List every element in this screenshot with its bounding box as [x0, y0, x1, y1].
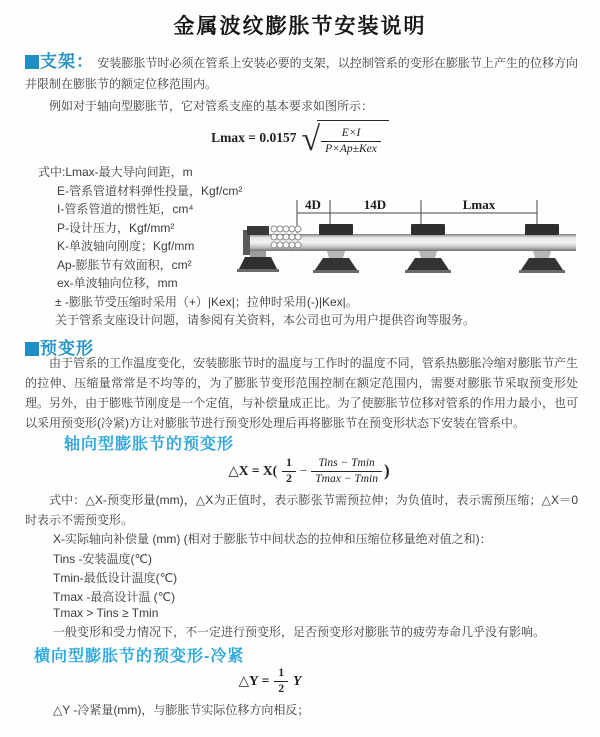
definition-line: Tmax -最高设计温 (℃) [53, 590, 176, 604]
definition-line: Tmin-最低设计温度(℃) [53, 571, 178, 585]
lmax-formula-denominator: P×Ap±Kex [321, 141, 381, 156]
definition-line: E-管系管道材料弹性投量，Kgf/cm² [57, 183, 243, 198]
half-denominator: 2 [282, 471, 296, 486]
lmax-formula [0, 118, 600, 158]
lmax-formula-radicand [317, 120, 389, 156]
dim-label-4d: 4D [305, 197, 321, 212]
definition-line: 式中:Lmax-最大导向间距，m [38, 165, 193, 179]
definition-line: K-单波轴向刚度；Kgf/mm [57, 239, 195, 253]
support-example-line: 例如对于轴向型膨胀节，它对管系支座的基本要求如图所示： [49, 99, 374, 113]
lmax-formula-fraction [321, 126, 381, 156]
temperature-denominator: Tmax − Tmin [311, 471, 382, 486]
lmax-formula-lhs: Lmax = 0.0157 [211, 130, 297, 145]
definition-line: 一般变形和受力情况下，不一定进行预变形，足否预变形对膨胀节的疲劳寿命几乎没有影响。 [53, 625, 546, 639]
page-title: 金属波纹膨胀节安装说明 [173, 15, 427, 38]
axial-subsection-heading: 轴向型膨胀节的预变形 [64, 436, 235, 453]
half-numerator: 1 [286, 457, 292, 470]
square-root-icon: √ [301, 121, 321, 158]
lateral-formula [0, 666, 540, 696]
lateral-formula-rhs: Y [293, 673, 302, 688]
definition-line: ± -膨胀节受压缩时采用（+）|Kex|；拉伸时采用(-)|Kex|。 [55, 294, 358, 309]
right-paren: ) [383, 461, 390, 480]
definition-line: I-管系管道的惯性矩，cm⁴ [57, 202, 194, 216]
definition-line: Ap-膨胀节有效面积，cm² [57, 257, 192, 272]
axial-formula-lhs: △X = X( [228, 463, 278, 478]
lateral-formula-lhs: △Y = [238, 673, 270, 688]
temperature-fraction [311, 456, 382, 486]
half-numerator: 1 [278, 667, 285, 680]
dim-label-14d: 14D [363, 197, 387, 212]
half-denominator: 2 [274, 681, 288, 696]
support-intro-text: 安装膨胀节时必须在管系上安装必要的支架，以控制管系的变形在膨胀节上产生的位移方向并限制在膨胀节的额定位移范围内。 [25, 56, 578, 91]
temperature-numerator: Tins − Tmin [318, 457, 375, 470]
bellows-coils [271, 226, 301, 248]
one-half-fraction [282, 456, 296, 486]
one-half-fraction [274, 666, 288, 696]
support-paragraph [25, 52, 578, 94]
definition-line: Tins -安装温度(℃) [53, 552, 153, 566]
lmax-formula-numerator: E×I [341, 127, 361, 140]
axial-note-paragraph: 式中：△X-预变形量(mm)，△X为正值时，表示膨张节需预拉伸；为负值时，表示需预压缩；△X＝0时表示不需预变形。 [25, 493, 578, 527]
support-heading-label: 支架： [40, 52, 95, 71]
blue-square-bullet-icon [25, 55, 39, 69]
axial-formula [0, 454, 600, 488]
lateral-subsection-heading: 横向型膨胀节的预变形-冷紧 [34, 648, 245, 665]
predeform-heading-label: 预变形 [40, 339, 94, 358]
minus-operator: − [299, 463, 308, 478]
definition-line: P-设计压力，Kgf/mm² [57, 220, 175, 235]
pipe-support-diagram [237, 193, 589, 285]
dim-label-lmax: Lmax [462, 197, 496, 212]
definition-line: Tmax > Tins ≥ Tmin [53, 606, 159, 620]
support-section-heading [25, 52, 95, 71]
predeform-paragraph: 由于管系的工作温度变化，安装膨胀节时的温度与工作时的温度不同，管系热膨胀冷缩对膨胀节产生的拉伸、压缩量常常是不均等的，为了膨胀节变形范围控制在额定范围内，需要对膨胀节采取预变形处理。另外，由于膨账节刚度是一个定值，与补偿量成正比。为了使膨胀节位移对管系的作用力最小，也可以采用预变形(冷紧)方让对膨胀节进行预变形处理后再将膨胀节在预变形状态下安装在管系中。 [25, 356, 578, 430]
definition-line: ex-单波轴向位移，mm [57, 276, 178, 290]
definition-line: 关于管系支座设计问题，请参阅有关资料，本公司也可为用户提供咨询等服务。 [55, 313, 476, 327]
definition-line: X-实际轴向补偿量 (mm) (相对于膨胀节中间状态的拉伸和压缩位移量绝对值之和)： [53, 532, 492, 546]
lateral-note-line: △Y -冷紧量(mm)，与膨胀节实际位移方向相反； [53, 703, 310, 717]
